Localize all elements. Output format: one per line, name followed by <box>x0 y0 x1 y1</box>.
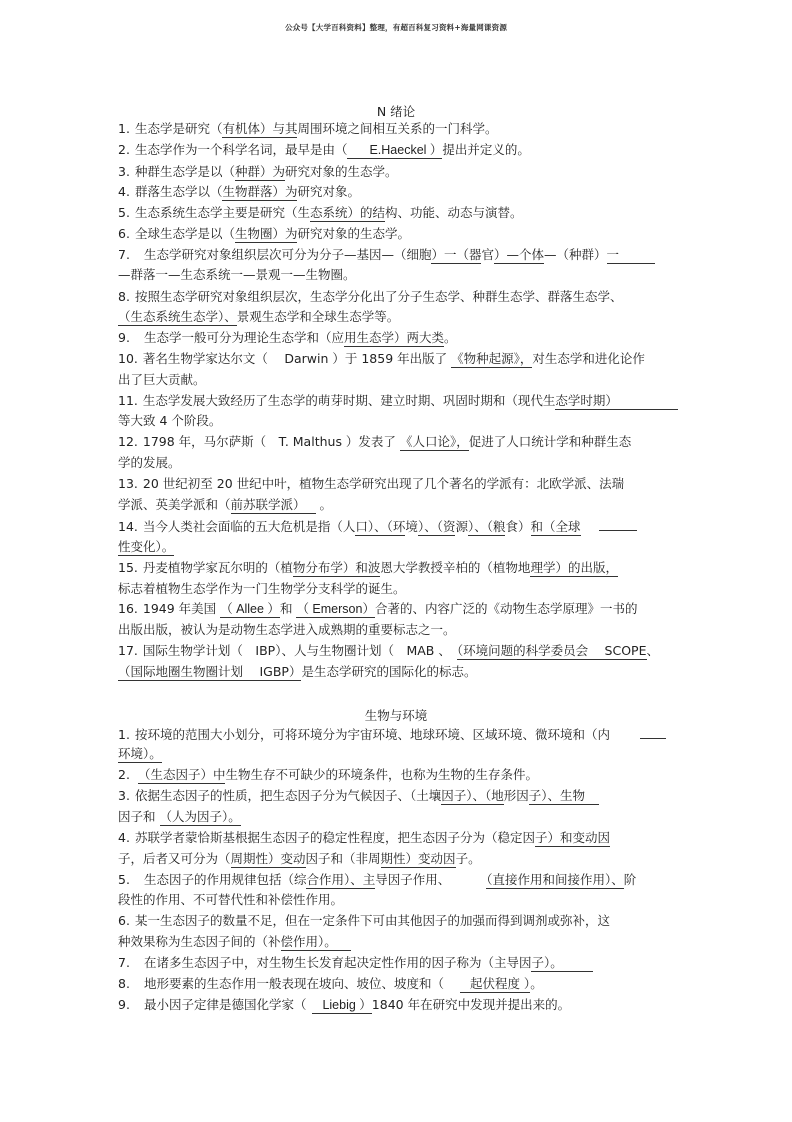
question-7: 7. 生态学研究对象组织层次可分为分子—基因—（细胞）一（器官）—个体—（种群）一 <box>118 247 655 263</box>
question-3: 3. 种群生态学是以（种群）为研究对象的生态学。 <box>118 164 398 179</box>
question-7-cont: —群落一—生态系统一—景观一—生物圈。 <box>118 267 356 282</box>
question-14: 14. 当今人类社会面临的五大危机是指（人口）、（环境）、（资源）、（粮食）和（全球 <box>118 518 637 535</box>
page-header: 公众号【大学百科资料】整理，有超百科复习资料+海量网课资源 <box>284 23 508 32</box>
s2-question-3-cont: 因子和 （人为因子）。 <box>118 809 241 824</box>
question-8-cont: （生态系统生态学）、景观生态学和全球生态学等。 <box>118 309 400 324</box>
answer: 子）。 <box>531 955 592 972</box>
s2-question-1-cont <box>118 746 162 762</box>
answer: 有机体）与其 <box>222 121 298 136</box>
answer: 种群）为 <box>234 164 285 179</box>
answer: 起伏程度 ） <box>460 976 530 993</box>
question-4: 4. 群落生态学以（生物群落）为研究对象。 <box>118 184 360 199</box>
section-title-intro: N 绪论 <box>376 104 416 119</box>
answer: （生态系统生态学）、 <box>118 309 237 324</box>
question-17: 17. 国际生物学计划（ IBP）、人与生物圈计划（ MAB 、 （环境问题的科学委员会 SCOPE、 <box>118 643 660 658</box>
answer: E.Haeckel ） <box>347 143 442 159</box>
s2-question-9: 9. 最小因子定律是德国化学家（ Liebig ）1840 年在研究中发现并提出来的。 <box>118 997 571 1012</box>
question-13: 13. 20 世纪初至 20 世纪中叶，植物生态学研究出现了几个著名的学派有：北欧学派、法瑞 <box>118 476 625 491</box>
section-title-organism-environment: 生物与环境 <box>364 708 428 723</box>
s2-question-4-cont: 子，后者又可分为（周期性）变动因子和（非周期性）变动因子。 <box>118 851 481 866</box>
question-11: 11. 生态学发展大致经历了生态学的萌芽时期、建立时期、巩固时期和（现代生态学时期） <box>118 393 678 409</box>
s2-question-6: 6. 某一生态因子的数量不足，但在一定条件下可由其他因子的加强而得到调剂或弥补，这 <box>118 913 610 928</box>
s2-question-7: 7. 在诸多生态因子中，对生物生长发育起决定性作用的因子称为（主导因子）。 <box>118 955 593 971</box>
answer: 前苏联学派） <box>231 497 316 514</box>
question-16-cont: 出版出版，被认为是动物生态学进入成熟期的重要标志之一。 <box>118 622 456 637</box>
question-2: 2. 生态学作为一个科学名词，最早是由（ E.Haeckel ）提出并定义的。 <box>118 142 530 157</box>
answer: Liebig ） <box>312 998 371 1014</box>
answer: 子）和变动因 <box>534 830 610 845</box>
s2-question-3: 3. 依据生态因子的性质，把生态因子分为气候因子、（土壤因子）、（地形因子）、生物 <box>118 788 599 804</box>
question-9: 9. 生态学一般可分为理论生态学和（应用生态学）两大类。 <box>118 330 457 345</box>
question-10-cont: 出了巨大贡献。 <box>118 372 206 387</box>
answer: 生物群落）为 <box>222 184 298 199</box>
question-1: 1. 生态学是研究（有机体）与其周围环境之间相互关系的一门科学。 <box>118 121 498 136</box>
answer: 性变化）。 <box>118 539 175 554</box>
answer: 用生态学）两大类 <box>343 330 444 345</box>
answer: 生物圈）为 <box>234 226 298 241</box>
question-11-cont: 等大致 4 个阶段。 <box>118 413 222 428</box>
question-15: 15. 丹麦植物学家瓦尔明的（植物分布学）和波恩大学教授辛柏的（植物地理学）的出版， <box>118 560 618 575</box>
question-8: 8. 按照生态学研究对象组织层次，生态学分化出了分子生态学、种群生态学、群落生态学、 <box>118 289 623 304</box>
question-6: 6. 全球生态学是以（生物圈）为研究对象的生态学。 <box>118 226 410 241</box>
question-14-cont <box>118 539 174 555</box>
question-13-cont: 学派、英美学派和（前苏联学派） 。 <box>118 497 333 512</box>
answer: 《物种起源》， <box>451 351 533 366</box>
s2-question-6-cont: 种效果称为生态因子间的（补偿作用）。 <box>118 934 351 950</box>
answer: （人为因子）。 <box>159 809 241 824</box>
s2-question-5-cont: 段性的作用、不可替代性和补偿性作用。 <box>118 892 344 907</box>
question-10: 10. 著名生物学家达尔文（ Darwin ）于 1859 年出版了 《物种起源》，对生态学和进化论作 <box>118 351 645 366</box>
answer: 偿作用）。 <box>281 934 351 951</box>
question-15-cont: 标志着植物生态学作为一门生物学分支科学的诞生。 <box>118 581 406 596</box>
answer: （国际地圈生物圈计划 IGBP） <box>118 664 302 679</box>
answer: 环境）。 <box>118 746 162 761</box>
answer: （生态因子）中 <box>137 767 226 782</box>
s2-question-4: 4. 苏联学者蒙恰斯基根据生态因子的稳定性程度，把生态因子分为（稳定因子）和变动因 <box>118 830 610 845</box>
question-12-cont: 学的发展。 <box>118 455 181 470</box>
question-16: 16. 1949 年美国 （ Allee ）和 （ Emerson）合著的、内容广泛的《动物生态学原理》一书的 <box>118 601 638 616</box>
s2-question-8: 8. 地形要素的生态作用一般表现在坡向、坡位、坡度和（ 起伏程度 ）。 <box>118 976 543 991</box>
answer: 《人口论》， <box>399 434 469 449</box>
answer: （环境问题的科学委员会 SCOPE <box>456 643 647 658</box>
answer: 态系统）的结 <box>309 205 385 220</box>
s2-question-5: 5. 生态因子的作用规律包括（综合作用）、主导因子作用、 （直接作用和间接作用）、阶 <box>118 872 637 887</box>
question-17-cont: （国际地圈生物圈计划 IGBP）是生态学研究的国际化的标志。 <box>118 664 477 679</box>
question-12: 12. 1798 年，马尔萨斯（ T. Malthus ）发表了 《人口论》，促进了人口统计学和种群生态 <box>118 434 632 449</box>
s2-question-2: 2. （生态因子）中生物生存不可缺少的环境条件，也称为生物的生存条件。 <box>118 767 538 782</box>
answer: 态学时期） <box>555 393 678 410</box>
s2-question-1: 1. 按环境的范围大小划分，可将环境分为宇宙环境、地球环境、区域环境、微环境和（内 <box>118 726 666 743</box>
question-5: 5. 生态系统生态学主要是研究（生态系统）的结构、功能、动态与演替。 <box>118 205 523 220</box>
